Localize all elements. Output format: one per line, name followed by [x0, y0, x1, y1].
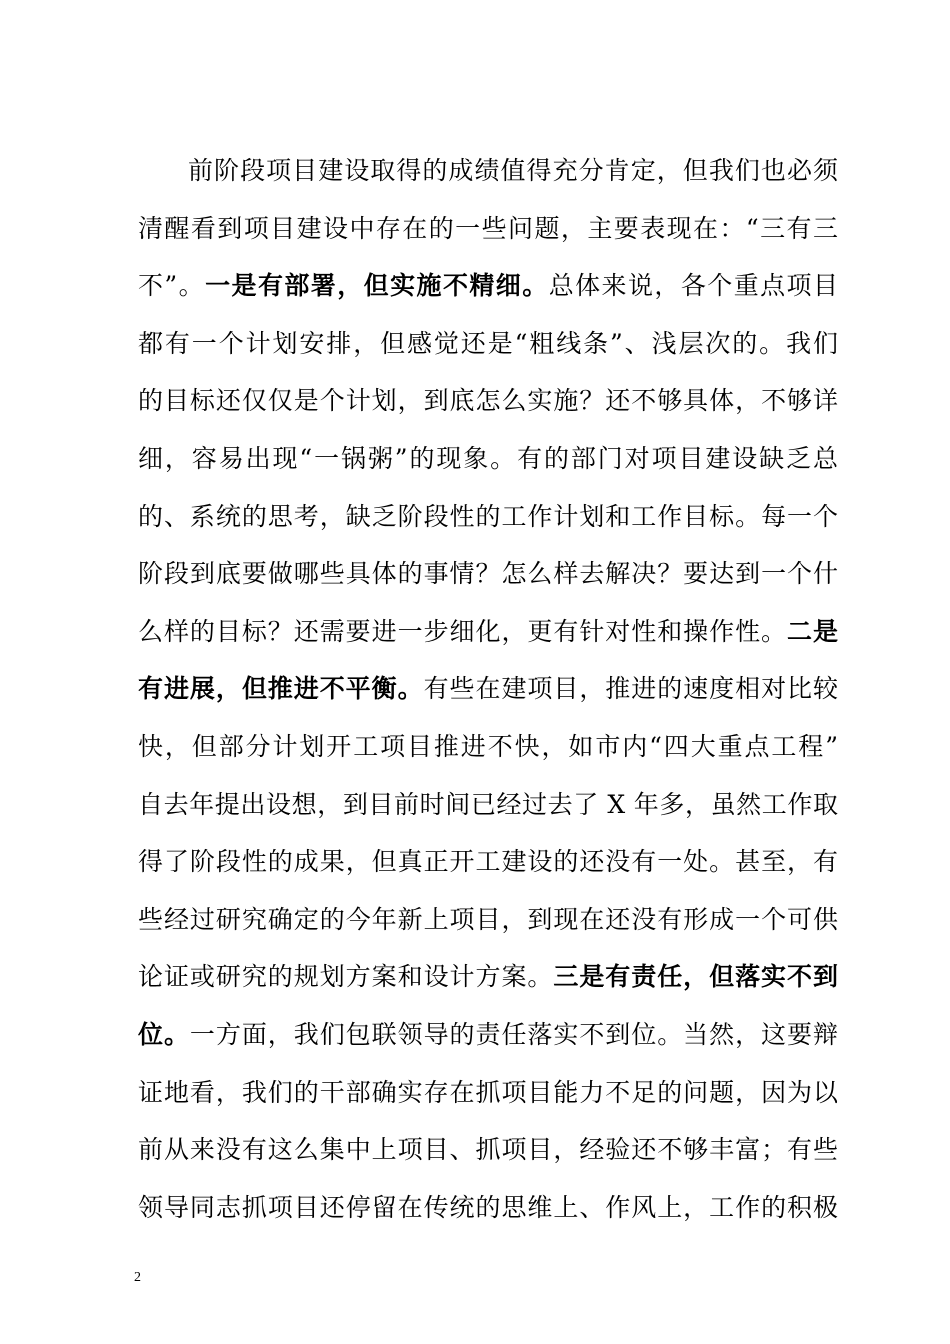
text-line — [138, 142, 838, 200]
text-segment: 不”。 — [138, 271, 206, 301]
text-line — [138, 776, 838, 834]
text-segment: 前阶段项目建设取得的成绩值得充分肯定，但我们也必须 — [188, 156, 838, 185]
text-line — [138, 200, 838, 258]
text-segment: 得了阶段性的成果，但真正开工建设的还没有一处。甚至，有 — [138, 847, 838, 877]
text-segment: 的目标还仅仅是个计划，到底怎么实施？还不够具体，不够详 — [138, 386, 838, 416]
bold-text-segment: 三是有责任，但落实不到 — [553, 962, 838, 992]
text-line — [138, 488, 838, 546]
text-line — [138, 257, 838, 315]
text-segment: 些经过研究确定的今年新上项目，到现在还没有形成一个可供 — [138, 904, 838, 934]
bold-text-segment: 二是 — [787, 616, 838, 646]
text-segment: 清醒看到项目建设中存在的一些问题，主要表现在：“三有三 — [138, 213, 838, 243]
text-segment: 论证或研究的规划方案和设计方案。 — [138, 962, 554, 992]
text-line — [138, 718, 838, 776]
bold-text-segment: 有进展，但推进不平衡。 — [138, 674, 424, 704]
text-segment: 细，容易出现“一锅粥”的现象。有的部门对项目建设缺乏总 — [138, 443, 838, 473]
text-line — [138, 1064, 838, 1122]
page-number: 2 — [134, 1270, 141, 1285]
text-line — [138, 891, 838, 949]
text-segment: 总体来说，各个重点项目 — [548, 271, 838, 301]
text-line — [138, 1121, 838, 1179]
text-line — [138, 833, 838, 891]
text-line — [138, 315, 838, 373]
text-line — [138, 430, 838, 488]
text-segment: 阶段到底要做哪些具体的事情？怎么样去解决？要达到一个什 — [138, 559, 838, 589]
text-line — [138, 660, 838, 718]
text-segment: 快，但部分计划开工项目推进不快，如市内“四大重点工程” — [138, 731, 838, 761]
text-line — [138, 1006, 838, 1064]
text-line — [138, 948, 838, 1006]
text-segment: 证地看，我们的干部确实存在抓项目能力不足的问题，因为以 — [138, 1077, 838, 1107]
bold-text-segment: 位。 — [138, 1019, 190, 1049]
text-segment: 都有一个计划安排，但感觉还是“粗线条”、浅层次的。我们 — [138, 328, 838, 358]
body-text — [138, 142, 838, 1236]
text-segment: 一方面，我们包联领导的责任落实不到位。当然，这要辩 — [189, 1019, 838, 1049]
text-segment: 的、系统的思考，缺乏阶段性的工作计划和工作目标。每一个 — [138, 501, 838, 531]
bold-text-segment: 一是有部署，但实施不精细。 — [205, 271, 549, 301]
text-segment: 自去年提出设想，到目前时间已经过去了 X 年多，虽然工作取 — [138, 789, 838, 819]
text-line — [138, 603, 838, 661]
text-line — [138, 372, 838, 430]
text-line — [138, 545, 838, 603]
text-segment: 前从来没有这么集中上项目、抓项目，经验还不够丰富；有些 — [138, 1135, 838, 1165]
text-segment: 有些在建项目，推进的速度相对比较 — [423, 674, 838, 704]
text-segment: 么样的目标？还需要进一步细化，更有针对性和操作性。 — [138, 616, 788, 646]
text-line — [138, 1179, 838, 1237]
text-segment: 领导同志抓项目还停留在传统的思维上、作风上，工作的积极 — [138, 1192, 838, 1222]
